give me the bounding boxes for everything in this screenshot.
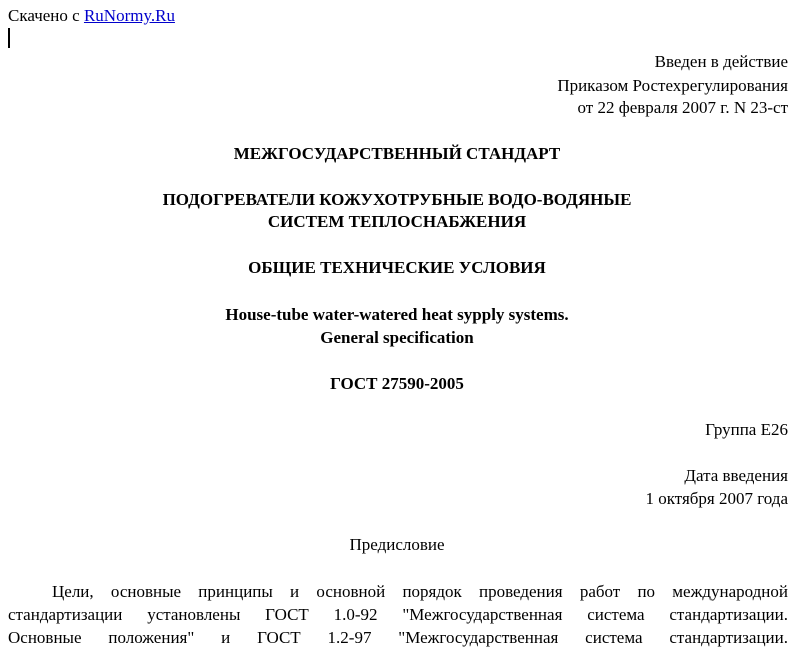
standard-name-line-1: ПОДОГРЕВАТЕЛИ КОЖУХОТРУБНЫЕ ВОДО-ВОДЯНЫЕ: [162, 190, 632, 209]
standard-code: ГОСТ 27590-2005: [330, 374, 464, 393]
english-title-line-1: House-tube water-watered heat sypply systems.: [225, 305, 569, 324]
english-title-line-2: General specification: [320, 328, 474, 347]
runormy-link[interactable]: RuNormy.Ru: [83, 6, 175, 25]
download-source-prefix: Скачено с: [8, 6, 84, 25]
intro-date-value: 1 октября 2007 года: [645, 489, 788, 508]
standard-subtitle: ОБЩИЕ ТЕХНИЧЕСКИЕ УСЛОВИЯ: [248, 258, 546, 277]
intro-line-2: Приказом Ростехрегулирования: [557, 76, 788, 95]
standard-name-line-2: СИСТЕМ ТЕПЛОСНАБЖЕНИЯ: [267, 212, 527, 231]
foreword-line-3: Основные положения" и ГОСТ 1.2-97 "Межгосударственная система стандартизации.: [8, 628, 788, 647]
intro-line-1: Введен в действие: [654, 52, 788, 71]
foreword-heading: Предисловие: [349, 535, 445, 554]
group-label: Группа Е26: [705, 420, 788, 439]
download-source: [8, 6, 175, 26]
foreword-paragraph: [8, 580, 788, 649]
text-cursor: [8, 28, 10, 48]
foreword-line-1: Цели, основные принципы и основной порядок проведения работ по международной: [52, 582, 788, 601]
standard-type-heading: МЕЖГОСУДАРСТВЕННЫЙ СТАНДАРТ: [233, 144, 561, 163]
intro-line-3: от 22 февраля 2007 г. N 23-ст: [577, 98, 788, 117]
foreword-line-2: стандартизации установлены ГОСТ 1.0-92 "Межгосударственная система стандартизации.: [8, 605, 788, 624]
intro-date-label: Дата введения: [684, 466, 788, 485]
